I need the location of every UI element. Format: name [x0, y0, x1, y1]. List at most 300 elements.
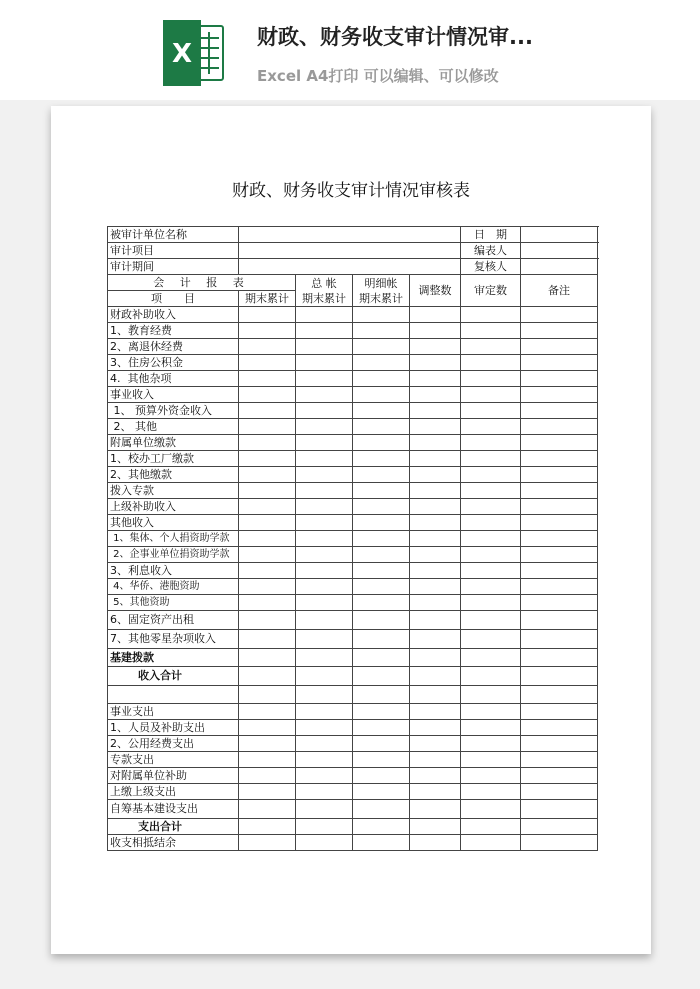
value-cell — [353, 784, 410, 800]
value-cell — [296, 355, 353, 371]
table-row — [108, 499, 598, 515]
value-cell — [521, 611, 598, 630]
row-label: 2、公用经费支出 — [108, 736, 239, 752]
table-row — [108, 387, 598, 403]
row-label: 6、固定资产出租 — [108, 611, 239, 630]
value-cell — [461, 686, 521, 704]
row-label: 事业收入 — [108, 387, 239, 403]
value-cell — [296, 323, 353, 339]
value-cell — [521, 451, 598, 467]
value-cell — [410, 579, 461, 595]
value-cell — [521, 499, 598, 515]
value-cell — [296, 403, 353, 419]
row-label: 财政补助收入 — [108, 307, 239, 323]
value-cell — [239, 435, 296, 451]
value-cell — [410, 387, 461, 403]
adjust-header: 调整数 — [410, 275, 461, 307]
table-row — [108, 355, 598, 371]
value-cell — [353, 307, 410, 323]
value-cell — [521, 800, 598, 819]
value-cell — [410, 800, 461, 819]
value-cell — [239, 611, 296, 630]
value-cell — [521, 579, 598, 595]
value-cell — [239, 323, 296, 339]
table-row — [108, 667, 598, 686]
value-cell — [521, 387, 598, 403]
value-cell — [296, 579, 353, 595]
value-cell — [521, 531, 598, 547]
value-cell — [353, 611, 410, 630]
table-row — [108, 800, 598, 819]
value-cell — [296, 800, 353, 819]
value-cell — [296, 784, 353, 800]
value-cell — [521, 752, 598, 768]
detail-header-line2: 期末累计 — [359, 291, 403, 305]
value-cell — [296, 595, 353, 611]
value-cell — [461, 752, 521, 768]
value-cell — [410, 667, 461, 686]
value-cell — [410, 686, 461, 704]
value-cell — [410, 630, 461, 649]
excel-icon-letter: X — [171, 39, 193, 69]
unit-value-cell — [239, 227, 461, 243]
table-row — [108, 704, 598, 720]
value-cell — [353, 339, 410, 355]
table-row — [108, 768, 598, 784]
ledger-header — [296, 275, 353, 307]
value-cell — [239, 451, 296, 467]
value-cell — [353, 435, 410, 451]
value-cell — [296, 686, 353, 704]
value-cell — [239, 667, 296, 686]
value-cell — [239, 515, 296, 531]
value-cell — [296, 499, 353, 515]
reviewer-value-cell — [521, 259, 598, 275]
document-page — [51, 106, 651, 954]
value-cell — [461, 704, 521, 720]
value-cell — [410, 307, 461, 323]
value-cell — [461, 323, 521, 339]
value-cell — [410, 835, 461, 851]
value-cell — [296, 531, 353, 547]
value-cell — [461, 339, 521, 355]
project-label: 审计项目 — [108, 243, 239, 259]
value-cell — [353, 649, 410, 667]
value-cell — [461, 499, 521, 515]
info-row — [108, 259, 598, 275]
value-cell — [239, 649, 296, 667]
value-cell — [353, 451, 410, 467]
row-label: 上缴上级支出 — [108, 784, 239, 800]
value-cell — [521, 835, 598, 851]
value-cell — [461, 419, 521, 435]
value-cell — [461, 355, 521, 371]
table-row — [108, 483, 598, 499]
row-label — [108, 686, 239, 704]
value-cell — [353, 403, 410, 419]
row-label: 7、其他零星杂项收入 — [108, 630, 239, 649]
reviewer-label: 复核人 — [461, 259, 521, 275]
value-cell — [239, 355, 296, 371]
row-label: 支出合计 — [108, 819, 239, 835]
value-cell — [239, 704, 296, 720]
value-cell — [239, 595, 296, 611]
table-row — [108, 752, 598, 768]
value-cell — [239, 784, 296, 800]
value-cell — [410, 483, 461, 499]
ledger-header-line1: 总 帐 — [311, 276, 337, 290]
row-label: 基建拨款 — [108, 649, 239, 667]
value-cell — [410, 595, 461, 611]
unit-label: 被审计单位名称 — [108, 227, 239, 243]
value-cell — [353, 563, 410, 579]
table-row — [108, 467, 598, 483]
value-cell — [296, 547, 353, 563]
value-cell — [521, 339, 598, 355]
table-row — [108, 630, 598, 649]
value-cell — [461, 736, 521, 752]
value-cell — [353, 355, 410, 371]
value-cell — [353, 819, 410, 835]
project-value-cell — [239, 243, 461, 259]
value-cell — [521, 649, 598, 667]
value-cell — [353, 752, 410, 768]
value-cell — [353, 720, 410, 736]
period-value-cell — [239, 259, 461, 275]
value-cell — [239, 547, 296, 563]
row-label: 专款支出 — [108, 752, 239, 768]
file-title: 财政、财务收支审计情况审... — [257, 25, 533, 49]
row-label: 其他收入 — [108, 515, 239, 531]
value-cell — [296, 371, 353, 387]
value-cell — [239, 800, 296, 819]
date-label: 日 期 — [461, 227, 521, 243]
value-cell — [353, 595, 410, 611]
value-cell — [521, 403, 598, 419]
value-cell — [521, 768, 598, 784]
value-cell — [521, 686, 598, 704]
value-cell — [410, 768, 461, 784]
value-cell — [410, 451, 461, 467]
value-cell — [521, 704, 598, 720]
value-cell — [410, 649, 461, 667]
value-cell — [410, 547, 461, 563]
value-cell — [239, 752, 296, 768]
value-cell — [239, 483, 296, 499]
ledger-header-line2: 期末累计 — [302, 291, 346, 305]
value-cell — [521, 819, 598, 835]
value-cell — [239, 371, 296, 387]
value-cell — [239, 736, 296, 752]
row-label: 1、校办工厂缴款 — [108, 451, 239, 467]
value-cell — [410, 371, 461, 387]
value-cell — [239, 387, 296, 403]
row-label: 收支相抵结余 — [108, 835, 239, 851]
value-cell — [353, 371, 410, 387]
value-cell — [461, 547, 521, 563]
info-row — [108, 227, 598, 243]
value-cell — [461, 563, 521, 579]
value-cell — [521, 630, 598, 649]
row-label: 3、住房公积金 — [108, 355, 239, 371]
value-cell — [296, 704, 353, 720]
row-label: 事业支出 — [108, 704, 239, 720]
row-label: 1、教育经费 — [108, 323, 239, 339]
value-cell — [521, 307, 598, 323]
table-row — [108, 339, 598, 355]
row-label: 4、华侨、港胞资助 — [108, 579, 239, 595]
document-title: 财政、财务收支审计情况审核表 — [232, 181, 470, 201]
value-cell — [521, 355, 598, 371]
value-cell — [410, 323, 461, 339]
value-cell — [296, 307, 353, 323]
value-cell — [461, 467, 521, 483]
report-group-header: 会 计 报 表 — [108, 275, 296, 291]
value-cell — [296, 435, 353, 451]
period-label: 审计期间 — [108, 259, 239, 275]
value-cell — [461, 387, 521, 403]
value-cell — [353, 323, 410, 339]
value-cell — [353, 499, 410, 515]
value-cell — [410, 563, 461, 579]
value-cell — [353, 704, 410, 720]
value-cell — [353, 667, 410, 686]
value-cell — [461, 667, 521, 686]
value-cell — [296, 611, 353, 630]
value-cell — [521, 667, 598, 686]
value-cell — [296, 649, 353, 667]
row-label: 收入合计 — [108, 667, 239, 686]
value-cell — [521, 515, 598, 531]
value-cell — [239, 467, 296, 483]
excel-icon — [163, 20, 225, 86]
value-cell — [353, 547, 410, 563]
value-cell — [410, 736, 461, 752]
value-cell — [239, 419, 296, 435]
value-cell — [296, 419, 353, 435]
value-cell — [353, 736, 410, 752]
row-label: 2、企事业单位捐资助学款 — [108, 547, 239, 563]
value-cell — [461, 800, 521, 819]
table-row — [108, 371, 598, 387]
value-cell — [296, 835, 353, 851]
row-label: 对附属单位补助 — [108, 768, 239, 784]
table-row — [108, 784, 598, 800]
value-cell — [521, 483, 598, 499]
value-cell — [410, 419, 461, 435]
value-cell — [410, 720, 461, 736]
row-label: 5、其他资助 — [108, 595, 239, 611]
table-row — [108, 579, 598, 595]
value-cell — [410, 819, 461, 835]
table-row — [108, 515, 598, 531]
row-label: 附属单位缴款 — [108, 435, 239, 451]
value-cell — [461, 403, 521, 419]
value-cell — [461, 451, 521, 467]
value-cell — [296, 467, 353, 483]
value-cell — [239, 307, 296, 323]
table-row — [108, 547, 598, 563]
value-cell — [410, 752, 461, 768]
value-cell — [410, 339, 461, 355]
value-cell — [461, 835, 521, 851]
value-cell — [296, 667, 353, 686]
file-subtitle: Excel A4打印 可以编辑、可以修改 — [257, 67, 499, 85]
audit-table — [107, 226, 598, 851]
value-cell — [296, 752, 353, 768]
page-header — [0, 0, 700, 100]
value-cell — [521, 736, 598, 752]
value-cell — [461, 531, 521, 547]
row-label: 2、其他缴款 — [108, 467, 239, 483]
table-row — [108, 451, 598, 467]
value-cell — [461, 611, 521, 630]
value-cell — [461, 307, 521, 323]
row-label: 拨入专款 — [108, 483, 239, 499]
value-cell — [410, 531, 461, 547]
value-cell — [353, 467, 410, 483]
row-label: 1、 预算外资金收入 — [108, 403, 239, 419]
value-cell — [239, 835, 296, 851]
table-row — [108, 531, 598, 547]
value-cell — [461, 515, 521, 531]
value-cell — [296, 819, 353, 835]
value-cell — [239, 403, 296, 419]
value-cell — [353, 483, 410, 499]
table-row — [108, 835, 598, 851]
value-cell — [296, 483, 353, 499]
value-cell — [521, 467, 598, 483]
value-cell — [461, 579, 521, 595]
value-cell — [461, 768, 521, 784]
value-cell — [410, 499, 461, 515]
value-cell — [461, 649, 521, 667]
value-cell — [296, 339, 353, 355]
table-row — [108, 323, 598, 339]
value-cell — [239, 579, 296, 595]
row-label: 上级补助收入 — [108, 499, 239, 515]
item-header: 项 目 — [108, 291, 239, 307]
value-cell — [296, 736, 353, 752]
value-cell — [353, 630, 410, 649]
value-cell — [239, 499, 296, 515]
value-cell — [296, 451, 353, 467]
value-cell — [296, 515, 353, 531]
value-cell — [353, 579, 410, 595]
value-cell — [461, 720, 521, 736]
value-cell — [461, 435, 521, 451]
row-label: 2、离退休经费 — [108, 339, 239, 355]
table-row — [108, 419, 598, 435]
value-cell — [410, 704, 461, 720]
author-value-cell — [521, 243, 598, 259]
row-label: 自筹基本建设支出 — [108, 800, 239, 819]
value-cell — [239, 819, 296, 835]
table-row — [108, 563, 598, 579]
value-cell — [521, 419, 598, 435]
value-cell — [353, 387, 410, 403]
value-cell — [521, 371, 598, 387]
detail-header — [353, 275, 410, 307]
value-cell — [239, 768, 296, 784]
value-cell — [296, 630, 353, 649]
report-cum-header: 期末累计 — [239, 291, 296, 307]
value-cell — [410, 355, 461, 371]
value-cell — [296, 387, 353, 403]
value-cell — [521, 595, 598, 611]
detail-header-line1: 明细帐 — [364, 276, 398, 290]
remark-header: 备注 — [521, 275, 598, 307]
value-cell — [461, 630, 521, 649]
value-cell — [239, 686, 296, 704]
row-label: 3、利息收入 — [108, 563, 239, 579]
value-cell — [410, 467, 461, 483]
value-cell — [410, 435, 461, 451]
date-value-cell — [521, 227, 598, 243]
value-cell — [239, 630, 296, 649]
row-label: 2、 其他 — [108, 419, 239, 435]
value-cell — [521, 547, 598, 563]
table-row — [108, 611, 598, 630]
value-cell — [353, 835, 410, 851]
value-cell — [410, 784, 461, 800]
table-row — [108, 649, 598, 667]
value-cell — [296, 720, 353, 736]
author-label: 编表人 — [461, 243, 521, 259]
approved-header: 审定数 — [461, 275, 521, 307]
table-row — [108, 819, 598, 835]
value-cell — [239, 339, 296, 355]
table-row — [108, 736, 598, 752]
value-cell — [410, 403, 461, 419]
value-cell — [353, 419, 410, 435]
table-row — [108, 435, 598, 451]
value-cell — [353, 686, 410, 704]
value-cell — [296, 768, 353, 784]
value-cell — [461, 483, 521, 499]
value-cell — [461, 595, 521, 611]
value-cell — [521, 563, 598, 579]
value-cell — [410, 515, 461, 531]
row-label: 4. 其他杂项 — [108, 371, 239, 387]
value-cell — [461, 819, 521, 835]
value-cell — [461, 371, 521, 387]
value-cell — [239, 531, 296, 547]
value-cell — [521, 720, 598, 736]
value-cell — [461, 784, 521, 800]
table-row — [108, 595, 598, 611]
column-header-row — [108, 275, 598, 291]
value-cell — [521, 435, 598, 451]
row-label: 1、人员及补助支出 — [108, 720, 239, 736]
value-cell — [296, 563, 353, 579]
value-cell — [353, 515, 410, 531]
value-cell — [353, 768, 410, 784]
table-row — [108, 686, 598, 704]
value-cell — [410, 611, 461, 630]
value-cell — [353, 800, 410, 819]
table-row — [108, 720, 598, 736]
table-row — [108, 403, 598, 419]
value-cell — [521, 784, 598, 800]
value-cell — [239, 720, 296, 736]
table-row — [108, 307, 598, 323]
value-cell — [521, 323, 598, 339]
value-cell — [353, 531, 410, 547]
info-row — [108, 243, 598, 259]
value-cell — [239, 563, 296, 579]
row-label: 1、集体、个人捐资助学款 — [108, 531, 239, 547]
